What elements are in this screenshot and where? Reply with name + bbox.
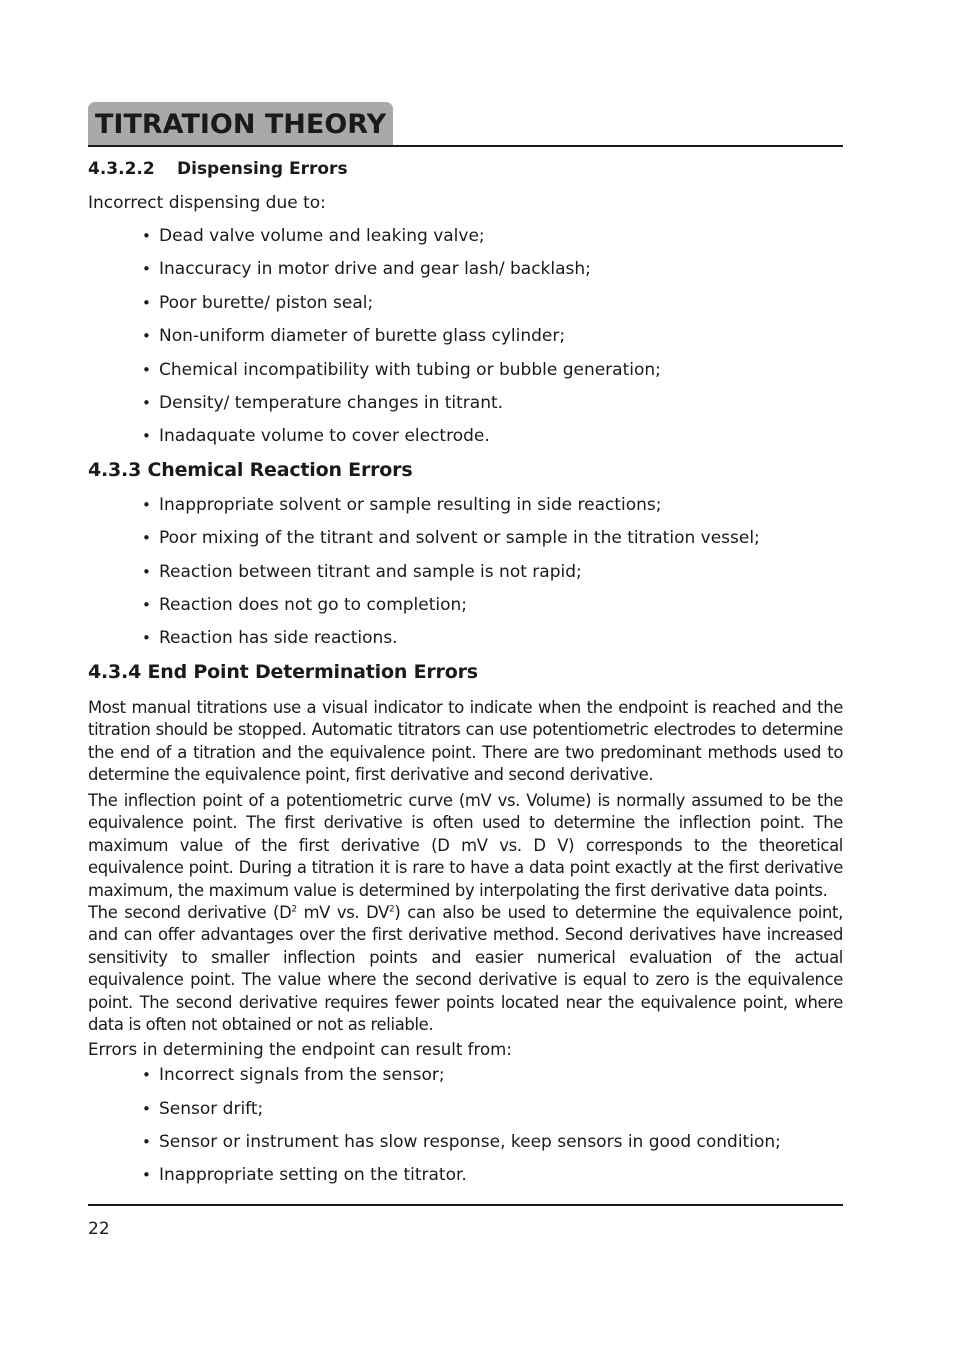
page-number: 22	[88, 1219, 110, 1239]
list-item	[142, 1132, 781, 1152]
bullet-icon: •	[142, 1166, 151, 1184]
list-item	[142, 259, 591, 279]
section-header-title: TITRATION THEORY	[88, 102, 393, 146]
list-item	[142, 360, 661, 380]
list-item	[142, 393, 503, 413]
header-divider	[88, 145, 843, 147]
endpoint-heading: 4.3.4 End Point Determination Errors	[88, 661, 478, 683]
list-item	[142, 1165, 467, 1185]
list-item-text: Poor mixing of the titrant and solvent or sample in the titration vessel;	[159, 528, 760, 548]
list-item-text: Dead valve volume and leaking valve;	[159, 226, 485, 246]
superscript: 2	[388, 904, 395, 915]
bullet-icon: •	[142, 361, 151, 379]
list-item-text: Reaction has side reactions.	[159, 628, 398, 648]
list-item	[142, 326, 565, 346]
bullet-icon: •	[142, 294, 151, 312]
list-item-text: Density/ temperature changes in titrant.	[159, 393, 504, 413]
paragraph-3-text-c: ) can also be used to determine the equivalence point, and can offer advantages over the first derivative method. Second derivatives have increased sensitivity to smaller inflection points and easier numerical evaluation of the actual equivalence point. The value where the second derivative is equal to zero is the equivalence point. The second derivative requires fewer points located near the equivalence point, where data is often not obtained or not as reliable.	[88, 903, 843, 1035]
superscript: 2	[291, 904, 297, 915]
list-item	[142, 528, 760, 548]
endpoint-paragraph-3	[88, 902, 843, 1036]
list-item-text: Inappropriate solvent or sample resulting in side reactions;	[159, 495, 662, 515]
list-item-text: Inappropriate setting on the titrator.	[159, 1165, 467, 1185]
list-item-text: Chemical incompatibility with tubing or bubble generation;	[159, 360, 661, 380]
bullet-icon: •	[142, 629, 151, 647]
bullet-icon: •	[142, 596, 151, 614]
list-item-text: Inaccuracy in motor drive and gear lash/ backlash;	[159, 259, 591, 279]
bullet-icon: •	[142, 260, 151, 278]
bullet-icon: •	[142, 496, 151, 514]
list-item-text: Reaction does not go to completion;	[159, 595, 468, 615]
bullet-icon: •	[142, 1100, 151, 1118]
endpoint-paragraph-1: Most manual titrations use a visual indicator to indicate when the endpoint is reached and the titration should be stopped. Automatic titrators can use potentiometric electrodes to determine the end of a titration and the equivalence point. There are two predominant methods used to determine the equivalence point, first derivative and second derivative.	[88, 698, 843, 785]
list-item-text: Sensor or instrument has slow response, keep sensors in good condition;	[159, 1132, 781, 1152]
list-item-text: Non-uniform diameter of burette glass cylinder;	[159, 326, 566, 346]
dispensing-heading-number: 4.3.2.2	[88, 159, 155, 179]
footer-divider	[88, 1204, 843, 1206]
list-item	[142, 1065, 445, 1085]
bullet-icon: •	[142, 1066, 151, 1084]
dispensing-heading-title: Dispensing Errors	[177, 159, 348, 179]
bullet-icon: •	[142, 529, 151, 547]
list-item-text: Poor burette/ piston seal;	[159, 293, 374, 313]
dispensing-intro: Incorrect dispensing due to:	[88, 193, 326, 213]
list-item	[142, 1099, 263, 1119]
list-item-text: Reaction between titrant and sample is not rapid;	[159, 562, 582, 582]
bullet-icon: •	[142, 327, 151, 345]
dispensing-heading	[88, 159, 348, 179]
chemical-heading: 4.3.3 Chemical Reaction Errors	[88, 459, 413, 481]
list-item-text: Inadaquate volume to cover electrode.	[159, 426, 490, 446]
paragraph-3-text-b: mV vs. DV	[296, 903, 389, 922]
bullet-icon: •	[142, 1133, 151, 1151]
list-item	[142, 628, 398, 648]
list-item-text: Incorrect signals from the sensor;	[159, 1065, 445, 1085]
endpoint-paragraph-2: The inflection point of a potentiometric curve (mV vs. Volume) is normally assumed to be the equivalence point. The first derivative is often used to determine the inflection point. The maximum value of the first derivative (D mV vs. D V) corresponds to the theoretical equivalence point. During a titration it is rare to have a data point exactly at the first derivative maximum, the maximum value is determined by interpolating the first derivative data points.	[88, 791, 843, 900]
list-item	[142, 293, 373, 313]
list-item-text: Sensor drift;	[159, 1099, 264, 1119]
bullet-icon: •	[142, 427, 151, 445]
bullet-icon: •	[142, 563, 151, 581]
list-item	[142, 226, 485, 246]
bullet-icon: •	[142, 227, 151, 245]
endpoint-intro: Errors in determining the endpoint can result from:	[88, 1040, 512, 1059]
list-item	[142, 595, 467, 615]
list-item	[142, 562, 582, 582]
list-item	[142, 426, 490, 446]
paragraph-3-text-a: The second derivative (D	[88, 903, 292, 922]
bullet-icon: •	[142, 394, 151, 412]
list-item	[142, 495, 662, 515]
